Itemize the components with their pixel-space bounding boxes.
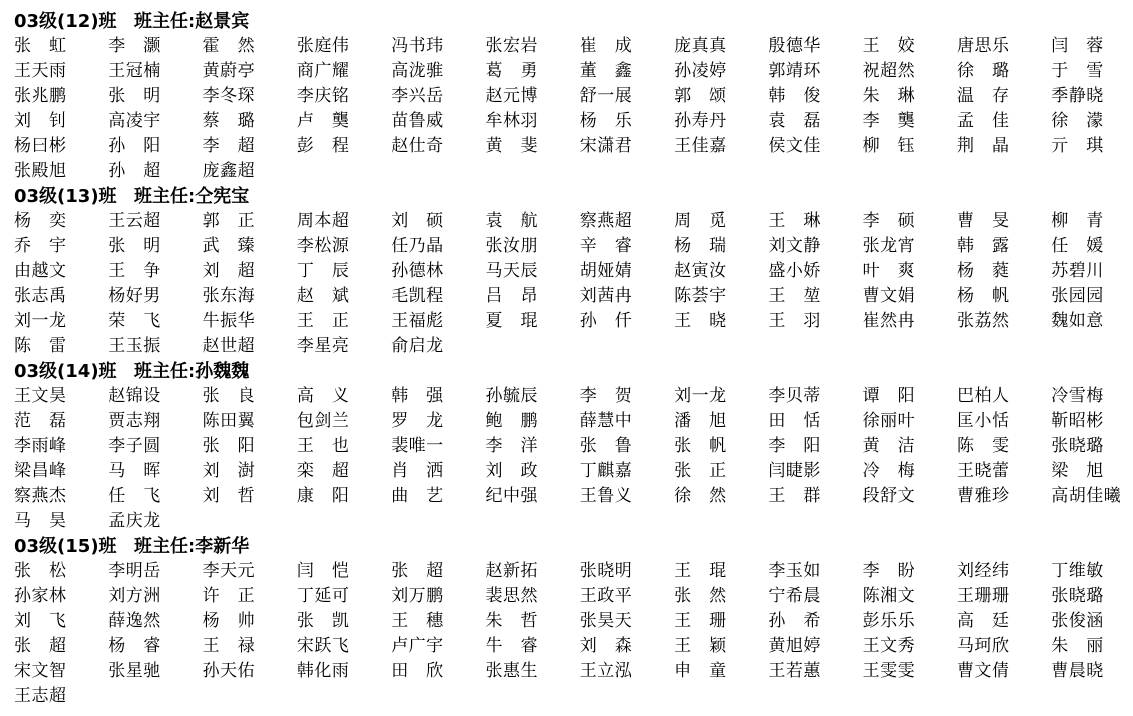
student-name-grid [14, 384, 1129, 534]
student-name: 刘 钊 [14, 111, 67, 131]
student-name: 杨 乐 [579, 111, 633, 131]
student-name: 王 禄 [202, 636, 256, 656]
student-name: 张庭伟 [296, 36, 350, 56]
student-name: 杨 睿 [108, 636, 161, 656]
student-name: 张龙宵 [862, 236, 916, 256]
student-name: 刘茜冉 [579, 286, 633, 306]
student-name: 于 雪 [1051, 61, 1104, 81]
student-name: 张昊天 [579, 611, 633, 631]
student-name: 张 鲁 [579, 436, 633, 456]
student-name: 刘 飞 [14, 611, 67, 631]
student-name: 叶 爽 [862, 261, 916, 281]
student-name: 范 磊 [14, 411, 67, 431]
student-name: 苏碧川 [1051, 261, 1104, 281]
student-name: 王 晓 [674, 311, 727, 331]
student-name: 陈 雯 [956, 436, 1010, 456]
student-name: 徐 然 [674, 486, 727, 506]
student-name: 柳 青 [1051, 211, 1104, 231]
student-name-grid [14, 209, 1129, 359]
student-name: 高泷骓 [391, 61, 444, 81]
student-name: 张兆鹏 [14, 86, 67, 106]
student-name: 李 硕 [862, 211, 916, 231]
student-name: 张 明 [108, 236, 161, 256]
student-name: 栾 超 [296, 461, 350, 481]
student-name: 朱 哲 [485, 611, 538, 631]
student-name: 闫睫影 [768, 461, 821, 481]
student-name: 韩 俊 [768, 86, 821, 106]
student-name: 谭 阳 [862, 386, 916, 406]
student-name: 张 然 [674, 586, 727, 606]
student-name: 丁 辰 [296, 261, 350, 281]
student-name: 马珂欣 [956, 636, 1010, 656]
student-name: 张殿旭 [14, 161, 67, 181]
student-name: 裴思然 [485, 586, 538, 606]
student-name: 赵锦设 [108, 386, 161, 406]
head-teacher: 班主任:仝宪宝 [134, 186, 250, 207]
student-name: 荆 晶 [956, 136, 1010, 156]
student-name: 袁 航 [485, 211, 538, 231]
student-name: 黄蔚亭 [202, 61, 256, 81]
student-name: 李松源 [296, 236, 350, 256]
student-name: 苗鲁威 [391, 111, 444, 131]
student-name: 黄 斐 [485, 136, 538, 156]
student-name: 刘方洲 [108, 586, 161, 606]
student-name: 杨 帅 [202, 611, 256, 631]
student-name: 丁维敏 [1051, 561, 1104, 581]
student-name: 王 也 [296, 436, 350, 456]
student-name: 孙德林 [391, 261, 444, 281]
student-name: 张 良 [202, 386, 256, 406]
student-name: 王志超 [14, 686, 67, 706]
student-name: 李明岳 [108, 561, 161, 581]
student-name: 王 正 [296, 311, 350, 331]
student-name: 王政平 [579, 586, 633, 606]
student-name: 张晓璐 [1051, 586, 1104, 606]
student-name: 高 廷 [956, 611, 1010, 631]
student-name: 丁延可 [296, 586, 350, 606]
student-name: 冯书玮 [391, 36, 444, 56]
student-name: 王 颖 [674, 636, 727, 656]
student-name: 黄旭婷 [768, 636, 821, 656]
student-name: 胡娅婧 [579, 261, 633, 281]
student-name: 刘一龙 [674, 386, 727, 406]
class-name: 03级(14)班 [14, 361, 117, 382]
student-name: 王文秀 [862, 636, 916, 656]
student-name: 张俊涵 [1051, 611, 1104, 631]
class-heading [14, 184, 1129, 209]
student-name: 裴唯一 [391, 436, 444, 456]
student-name: 俞启龙 [391, 336, 444, 356]
student-name: 袁 磊 [768, 111, 821, 131]
student-name: 徐 璐 [956, 61, 1010, 81]
student-name: 周 觅 [674, 211, 727, 231]
student-name: 蔡 璐 [202, 111, 256, 131]
student-name: 王雯雯 [862, 661, 916, 681]
student-name: 张 凯 [296, 611, 350, 631]
student-name: 赵世超 [202, 336, 256, 356]
student-name: 郭靖环 [768, 61, 821, 81]
student-name: 张晓明 [579, 561, 633, 581]
student-name: 张志禹 [14, 286, 67, 306]
class-name: 03级(13)班 [14, 186, 117, 207]
student-name: 殷德华 [768, 36, 821, 56]
student-name: 杨曰彬 [14, 136, 67, 156]
student-name: 纪中强 [485, 486, 538, 506]
student-name: 王 争 [108, 261, 161, 281]
student-name: 孙 希 [768, 611, 821, 631]
student-name: 陈荟宇 [674, 286, 727, 306]
student-name: 刘一龙 [14, 311, 67, 331]
student-name: 舒一展 [579, 86, 633, 106]
student-name: 郭 正 [202, 211, 256, 231]
student-name: 高凌宇 [108, 111, 161, 131]
student-name: 宋文智 [14, 661, 67, 681]
class-heading [14, 9, 1129, 34]
student-name: 武 臻 [202, 236, 256, 256]
student-name: 梁昌峰 [14, 461, 67, 481]
student-name: 赵新拓 [485, 561, 538, 581]
student-name: 王 堃 [768, 286, 821, 306]
student-name: 张 帆 [674, 436, 727, 456]
student-name: 朱 琳 [862, 86, 916, 106]
student-name: 崔然冉 [862, 311, 916, 331]
student-name: 彭乐乐 [862, 611, 916, 631]
student-name: 高胡佳曦 [1051, 486, 1122, 506]
student-name: 李冬琛 [202, 86, 256, 106]
student-name: 周本超 [296, 211, 350, 231]
student-name: 田 恬 [768, 411, 821, 431]
student-name: 孙 阳 [108, 136, 161, 156]
student-name: 季静晓 [1051, 86, 1104, 106]
student-name: 丁麒嘉 [579, 461, 633, 481]
student-name: 陈湘文 [862, 586, 916, 606]
student-name: 申 童 [674, 661, 727, 681]
student-name: 王立泓 [579, 661, 633, 681]
student-name: 王佳嘉 [674, 136, 727, 156]
student-name: 任乃晶 [391, 236, 444, 256]
student-name: 察燕杰 [14, 486, 67, 506]
student-name: 黄 洁 [862, 436, 916, 456]
student-name: 潘 旭 [674, 411, 727, 431]
student-name: 康 阳 [296, 486, 350, 506]
student-name: 许 正 [202, 586, 256, 606]
student-name: 闫 蓉 [1051, 36, 1104, 56]
student-name: 孙 超 [108, 161, 161, 181]
student-name: 察燕超 [579, 211, 633, 231]
student-name: 张宏岩 [485, 36, 538, 56]
student-name: 刘 哲 [202, 486, 256, 506]
student-name: 王珊珊 [956, 586, 1010, 606]
student-name: 王 群 [768, 486, 821, 506]
student-name: 李 洋 [485, 436, 538, 456]
student-name: 侯文佳 [768, 136, 821, 156]
student-name: 徐丽叶 [862, 411, 916, 431]
class-name: 03级(15)班 [14, 536, 117, 557]
student-name: 张 明 [108, 86, 161, 106]
class-heading [14, 534, 1129, 559]
student-name: 巴柏人 [956, 386, 1010, 406]
student-name: 包剑兰 [296, 411, 350, 431]
student-name: 王鲁义 [579, 486, 633, 506]
class-roster-document [14, 9, 1129, 709]
student-name: 王 珊 [674, 611, 727, 631]
student-name: 张东海 [202, 286, 256, 306]
student-name: 曹文娟 [862, 286, 916, 306]
student-name: 杨 蕤 [956, 261, 1010, 281]
student-name: 毛凯程 [391, 286, 444, 306]
student-name: 鲍 鹏 [485, 411, 538, 431]
student-name: 杨好男 [108, 286, 161, 306]
student-name: 任 媛 [1051, 236, 1104, 256]
student-name: 韩化雨 [296, 661, 350, 681]
student-name: 孟 佳 [956, 111, 1010, 131]
head-teacher: 班主任:赵景宾 [134, 11, 250, 32]
student-name: 赵寅汝 [674, 261, 727, 281]
student-name: 由越文 [14, 261, 67, 281]
student-name: 罗 龙 [391, 411, 444, 431]
student-name: 孙家林 [14, 586, 67, 606]
student-name: 卢广宇 [391, 636, 444, 656]
student-name: 贾志翔 [108, 411, 161, 431]
student-name: 李雨峰 [14, 436, 67, 456]
student-name: 李 盼 [862, 561, 916, 581]
student-name: 李 超 [202, 136, 256, 156]
student-name: 刘 硕 [391, 211, 444, 231]
student-name: 李玉如 [768, 561, 821, 581]
student-name: 高 义 [296, 386, 350, 406]
student-name: 闫 恺 [296, 561, 350, 581]
student-name: 王福彪 [391, 311, 444, 331]
student-name: 郭 颂 [674, 86, 727, 106]
student-name: 李 灏 [108, 36, 161, 56]
student-name: 王云超 [108, 211, 161, 231]
student-name: 王 琨 [674, 561, 727, 581]
student-name: 杨 瑞 [674, 236, 727, 256]
student-name: 乔 宇 [14, 236, 67, 256]
student-name: 肖 洒 [391, 461, 444, 481]
head-teacher: 班主任:李新华 [134, 536, 250, 557]
student-name: 刘经纬 [956, 561, 1010, 581]
student-name: 霍 然 [202, 36, 256, 56]
student-name-grid [14, 34, 1129, 184]
student-name: 孙 仟 [579, 311, 633, 331]
student-name: 冷 梅 [862, 461, 916, 481]
student-name: 崔 成 [579, 36, 633, 56]
student-name: 田 欣 [391, 661, 444, 681]
student-name: 刘 澍 [202, 461, 256, 481]
student-name: 王 羽 [768, 311, 821, 331]
student-name: 宋潇君 [579, 136, 633, 156]
student-name: 李庆铭 [296, 86, 350, 106]
student-name: 孙寿丹 [674, 111, 727, 131]
student-name: 李贝蒂 [768, 386, 821, 406]
student-name: 赵 斌 [296, 286, 350, 306]
student-name: 牛 睿 [485, 636, 538, 656]
student-name: 曹晨晓 [1051, 661, 1104, 681]
student-name: 王玉振 [108, 336, 161, 356]
student-name: 孙天佑 [202, 661, 256, 681]
student-name: 荣 飞 [108, 311, 161, 331]
student-name: 刘文静 [768, 236, 821, 256]
student-name: 马 晖 [108, 461, 161, 481]
student-name: 刘 森 [579, 636, 633, 656]
student-name: 宋跃飞 [296, 636, 350, 656]
student-name: 张 虹 [14, 36, 67, 56]
student-name: 刘 政 [485, 461, 538, 481]
student-name: 赵元博 [485, 86, 538, 106]
student-name: 祝超然 [862, 61, 916, 81]
student-name: 商广耀 [296, 61, 350, 81]
student-name: 曹 旻 [956, 211, 1010, 231]
student-name: 庞真真 [674, 36, 727, 56]
student-name: 段舒文 [862, 486, 916, 506]
student-name: 杨 帆 [956, 286, 1010, 306]
student-name: 张 正 [674, 461, 727, 481]
student-name: 张惠生 [485, 661, 538, 681]
student-name: 王 穗 [391, 611, 444, 631]
student-name: 魏如意 [1051, 311, 1104, 331]
head-teacher: 班主任:孙魏魏 [134, 361, 250, 382]
student-name: 刘 超 [202, 261, 256, 281]
student-name: 李 阳 [768, 436, 821, 456]
student-name: 吕 昂 [485, 286, 538, 306]
student-name: 刘万鹏 [391, 586, 444, 606]
student-name: 盛小娇 [768, 261, 821, 281]
student-name: 辛 睿 [579, 236, 633, 256]
student-name: 王晓蕾 [956, 461, 1010, 481]
student-name: 陈 雷 [14, 336, 67, 356]
student-name: 张荔然 [956, 311, 1010, 331]
student-name: 葛 勇 [485, 61, 538, 81]
student-name: 张园园 [1051, 286, 1104, 306]
student-name: 宁希晨 [768, 586, 821, 606]
student-name: 张星驰 [108, 661, 161, 681]
student-name: 李天元 [202, 561, 256, 581]
student-name: 赵仕奇 [391, 136, 444, 156]
class-heading [14, 359, 1129, 384]
student-name: 孙毓辰 [485, 386, 538, 406]
student-name: 李星亮 [296, 336, 350, 356]
student-name: 李子圆 [108, 436, 161, 456]
student-name: 陈田翼 [202, 411, 256, 431]
class-section [14, 359, 1129, 534]
student-name: 王若蕙 [768, 661, 821, 681]
student-name: 韩 强 [391, 386, 444, 406]
student-name: 朱 丽 [1051, 636, 1104, 656]
student-name: 王 姣 [862, 36, 916, 56]
student-name: 卢 龑 [296, 111, 350, 131]
student-name: 徐 濛 [1051, 111, 1104, 131]
student-name: 董 鑫 [579, 61, 633, 81]
student-name: 彭 程 [296, 136, 350, 156]
class-name: 03级(12)班 [14, 11, 117, 32]
student-name: 李 龑 [862, 111, 916, 131]
student-name: 孙凌婷 [674, 61, 727, 81]
student-name: 柳 钰 [862, 136, 916, 156]
student-name: 曲 艺 [391, 486, 444, 506]
student-name: 杨 奕 [14, 211, 67, 231]
student-name: 夏 琨 [485, 311, 538, 331]
student-name: 薛慧中 [579, 411, 633, 431]
class-section [14, 184, 1129, 359]
student-name: 任 飞 [108, 486, 161, 506]
student-name: 张 松 [14, 561, 67, 581]
student-name: 张 超 [14, 636, 67, 656]
student-name: 李 贺 [579, 386, 633, 406]
student-name: 牟林羽 [485, 111, 538, 131]
student-name: 庞鑫超 [202, 161, 256, 181]
class-section [14, 534, 1129, 709]
student-name: 曹文倩 [956, 661, 1010, 681]
student-name: 王 琳 [768, 211, 821, 231]
student-name: 张晓璐 [1051, 436, 1104, 456]
student-name: 靳昭彬 [1051, 411, 1104, 431]
student-name: 张汝朋 [485, 236, 538, 256]
student-name: 李兴岳 [391, 86, 444, 106]
student-name: 薛逸然 [108, 611, 161, 631]
student-name: 马天辰 [485, 261, 538, 281]
class-section [14, 9, 1129, 184]
student-name: 王天雨 [14, 61, 67, 81]
student-name: 王冠楠 [108, 61, 161, 81]
student-name: 牛振华 [202, 311, 256, 331]
student-name: 梁 旭 [1051, 461, 1104, 481]
student-name-grid [14, 559, 1129, 709]
student-name: 王文昊 [14, 386, 67, 406]
student-name: 唐思乐 [956, 36, 1010, 56]
student-name: 温 存 [956, 86, 1010, 106]
student-name: 亓 琪 [1051, 136, 1104, 156]
student-name: 马 昊 [14, 511, 67, 531]
student-name: 冷雪梅 [1051, 386, 1104, 406]
student-name: 张 超 [391, 561, 444, 581]
student-name: 韩 露 [956, 236, 1010, 256]
student-name: 孟庆龙 [108, 511, 161, 531]
student-name: 张 阳 [202, 436, 256, 456]
student-name: 曹雅珍 [956, 486, 1010, 506]
student-name: 匡小恬 [956, 411, 1010, 431]
